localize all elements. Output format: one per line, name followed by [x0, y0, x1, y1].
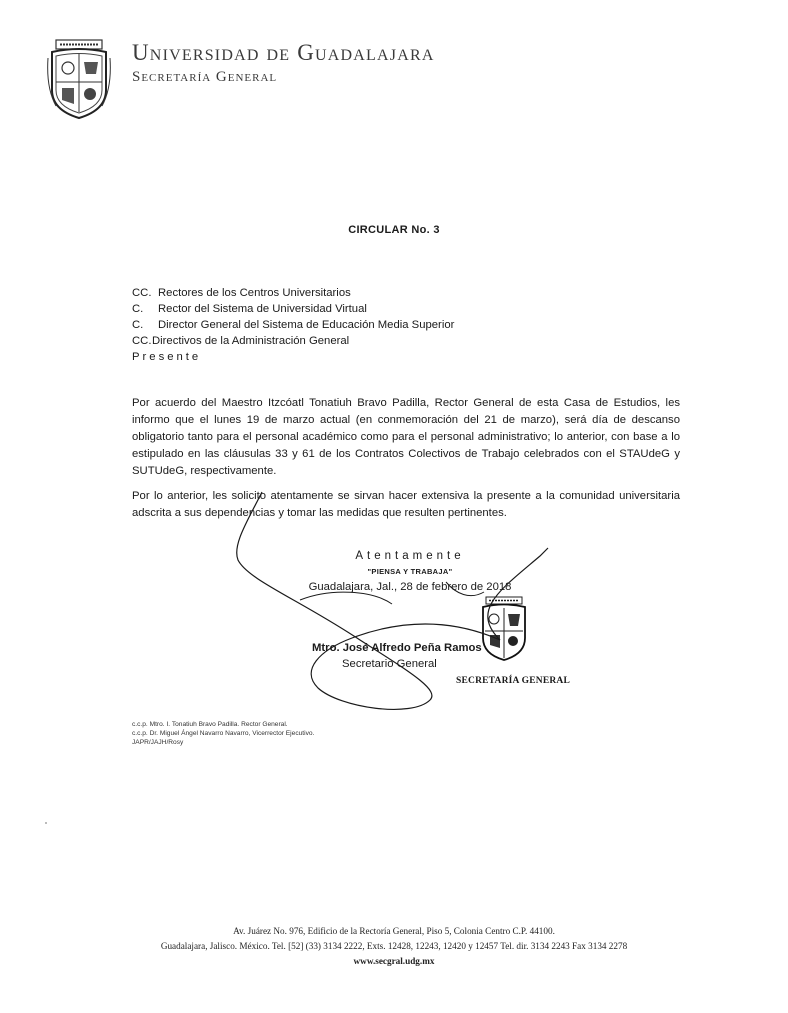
- department-name: Secretaría General: [132, 69, 278, 85]
- signer-name: Mtro. José Alfredo Peña Ramos: [312, 642, 482, 654]
- footer-contact: Guadalajara, Jalisco. México. Tel. [52] (33) 3134 2222, Exts. 12428, 12243, 12420 y 12457 Tel. dir. 3134 2243 Fax 3134 2278: [160, 941, 628, 951]
- university-name: Universidad de Guadalajara: [132, 40, 435, 65]
- cc-line: c.c.p. Dr. Miguel Ángel Navarro Navarro, Vicerrector Ejecutivo.: [132, 730, 315, 737]
- recipient-prefix: C.: [132, 303, 144, 315]
- recipient-prefix: CC.: [132, 335, 152, 347]
- scan-artifact: [45, 822, 47, 824]
- recipient-text: Rectores de los Centros Universitarios: [158, 287, 351, 299]
- carbon-copy-list: [132, 720, 314, 747]
- body-paragraph-1: Por acuerdo del Maestro Itzcóatl Tonatiuh Bravo Padilla, Rector General de esta Casa de Estudios, les informo que el lunes 19 de marzo actual (en conmemoración del 21 de marzo), será día de descanso obligatorio tanto para el personal académico como para el personal administrativo; lo anterior, con base a lo estipulado en las cláusulas 33 y 61 de los Contratos Colectivos de Trabajo celebrados con el STAUdeG y SUTUdeG, respectivamente.: [132, 397, 680, 477]
- greeting: Presente: [132, 351, 202, 363]
- cc-line: JAPR/JAJH/Rosy: [132, 739, 184, 746]
- signer-title: Secretario General: [342, 658, 437, 670]
- secretaria-general-seal-icon: [478, 596, 530, 662]
- recipients-list: [132, 285, 454, 365]
- recipient-line: [132, 317, 454, 333]
- footer-website: www.secgral.udg.mx: [353, 956, 435, 966]
- organization-header: [132, 40, 435, 86]
- closing: Atentamente: [355, 550, 465, 562]
- motto: "PIENSA Y TRABAJA": [367, 567, 453, 576]
- recipient-prefix: C.: [132, 319, 144, 331]
- footer: [0, 924, 788, 969]
- footer-address: Av. Juárez No. 976, Edificio de la Rectoría General, Piso 5, Colonia Centro C.P. 44100.: [233, 926, 555, 936]
- recipient-line: [132, 285, 454, 301]
- recipient-line: [132, 301, 454, 317]
- recipient-prefix: CC.: [132, 287, 152, 299]
- recipient-text: Director General del Sistema de Educación Media Superior: [158, 319, 455, 331]
- recipient-text: Rector del Sistema de Universidad Virtual: [158, 303, 367, 315]
- place-date: Guadalajara, Jal., 28 de febrero de 2018: [308, 581, 512, 593]
- seal-caption: SECRETARÍA GENERAL: [456, 676, 571, 686]
- university-crest-icon: [46, 38, 112, 120]
- cc-line: c.c.p. Mtro. I. Tonatiuh Bravo Padilla. Rector General.: [132, 721, 288, 728]
- recipient-text: Directivos de la Administración General: [152, 335, 350, 347]
- body-paragraph-2: Por lo anterior, les solicito atentamente se sirvan hacer extensiva la presente a la comunidad universitaria adscrita a sus dependencias y tomar las medidas que resulten pertinentes.: [132, 490, 680, 519]
- recipient-line: [132, 333, 454, 349]
- circular-title: CIRCULAR No. 3: [348, 224, 440, 236]
